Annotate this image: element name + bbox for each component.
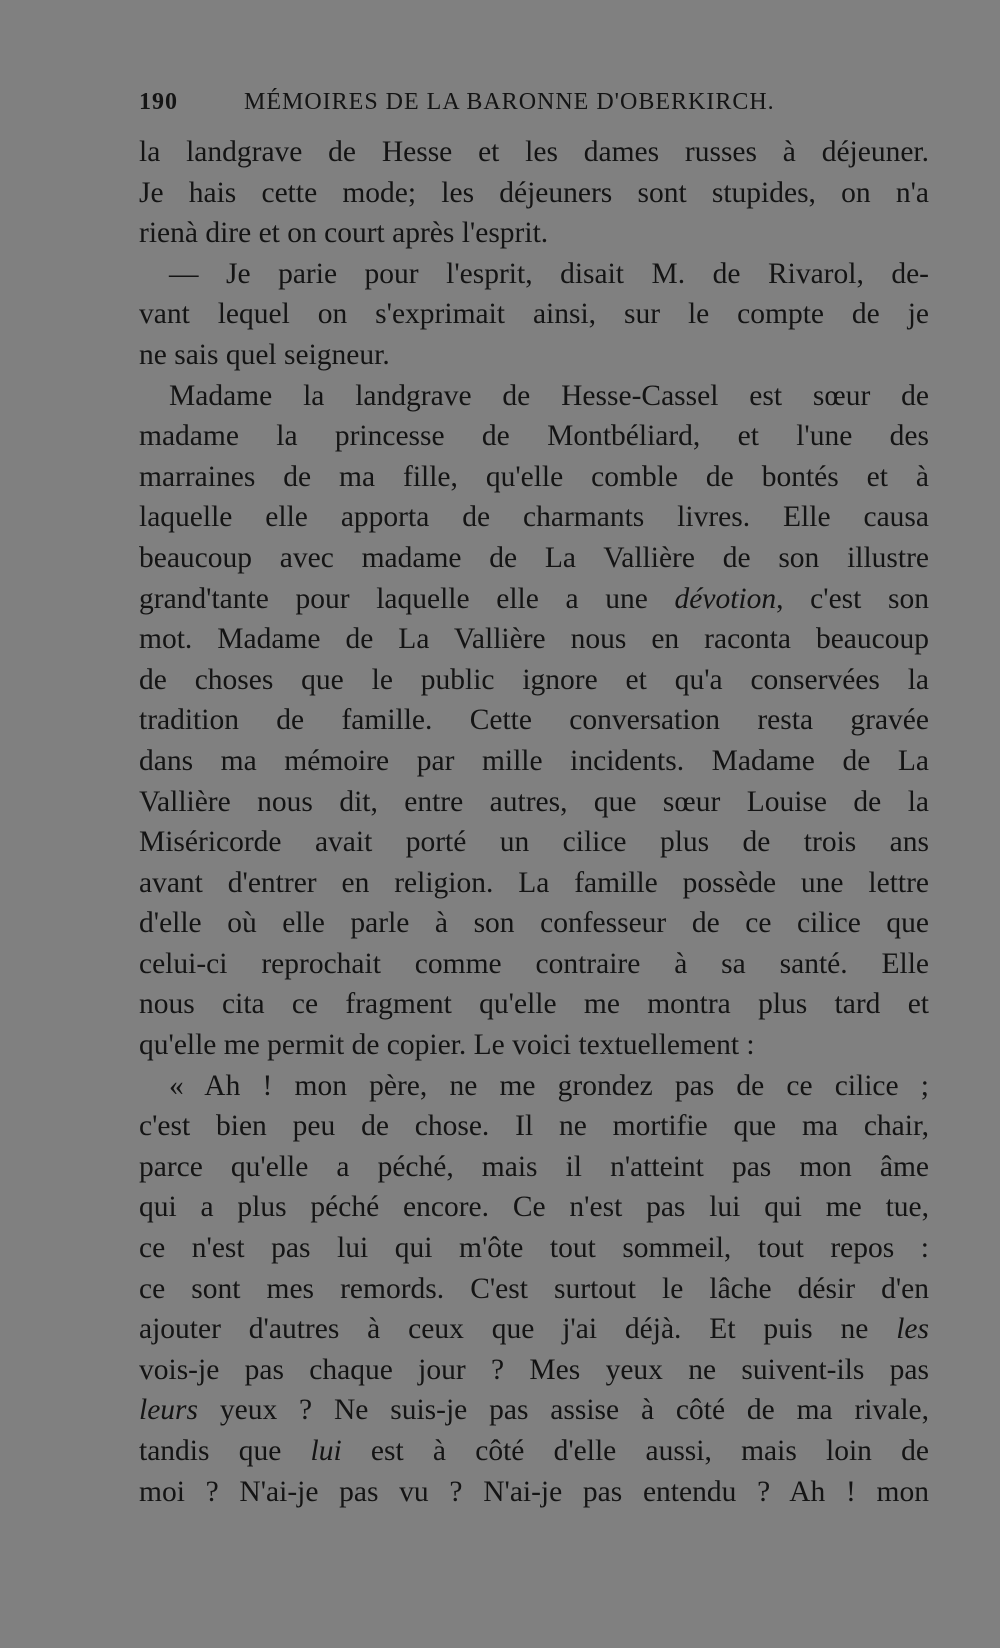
running-title: MÉMOIRES DE LA BARONNE D'OBERKIRCH. <box>244 89 775 115</box>
line-segment: ajouter d'autres à ceux que j'ai déjà. Et puis ne <box>139 1313 897 1346</box>
text-line: tradition de famille. Cette conversation resta gravée <box>139 704 929 737</box>
text-line: beaucoup avec madame de La Vallière de son illustre <box>139 541 929 574</box>
italic-word: lui <box>310 1435 342 1467</box>
text-line: la landgrave de Hesse et les dames russes à déjeuner. <box>139 136 929 168</box>
text-line: parce qu'elle a péché, mais il n'atteint pas mon âme <box>139 1150 929 1183</box>
text-line: vant lequel on s'exprimait ainsi, sur le compte de je <box>139 298 929 331</box>
text-line: rienà dire et on court après l'esprit. <box>139 217 549 250</box>
italic-word: dévotion <box>674 582 777 615</box>
text-line: moi ? N'ai-je pas vu ? N'ai-je pas entendu ? Ah ! mon <box>139 1475 929 1508</box>
page-number: 190 <box>139 89 178 115</box>
text-line: laquelle elle apporta de charmants livres. Elle causa <box>139 501 929 534</box>
text-line: avant d'entrer en religion. La famille possède une lettre <box>139 866 929 899</box>
text-line <box>139 1431 929 1472</box>
text-line: dans ma mémoire par mille incidents. Madame de La <box>139 744 929 777</box>
text-line: ce n'est pas lui qui m'ôte tout sommeil, tout repos : <box>139 1232 929 1265</box>
line-segment: est à côté d'elle aussi, mais loin de <box>341 1435 929 1467</box>
text-line: ne sais quel seigneur. <box>139 338 390 371</box>
line-segment: tandis que <box>139 1435 311 1467</box>
italic-word: les <box>896 1313 929 1346</box>
text-line <box>139 579 929 620</box>
running-head <box>139 82 929 122</box>
text-line: marraines de ma fille, qu'elle comble de bontés et à <box>139 460 929 493</box>
text-line: Vallière nous dit, entre autres, que sœur Louise de la <box>139 785 929 818</box>
italic-word: leurs <box>139 1394 198 1427</box>
text-line: nous cita ce fragment qu'elle me montra plus tard et <box>139 988 929 1021</box>
text-line: « Ah ! mon père, ne me grondez pas de ce cilice ; <box>169 1069 929 1102</box>
text-line: Je hais cette mode; les déjeuners sont stupides, on n'a <box>139 176 929 209</box>
text-line: madame la princesse de Montbéliard, et l'une des <box>139 420 929 453</box>
line-segment: grand'tante pour laquelle elle a une <box>139 582 675 615</box>
text-line: vois-je pas chaque jour ? Mes yeux ne suivent-ils pas <box>139 1353 929 1386</box>
text-line: qui a plus péché encore. Ce n'est pas lui qui me tue, <box>139 1191 929 1224</box>
text-line: Miséricorde avait porté un cilice plus de trois ans <box>139 826 929 859</box>
text-line: qu'elle me permit de copier. Le voici textuellement : <box>139 1029 755 1062</box>
text-line <box>139 1309 929 1350</box>
book-page <box>139 82 929 1512</box>
text-line: celui-ci reprochait comme contraire à sa santé. Elle <box>139 947 929 980</box>
text-line: mot. Madame de La Vallière nous en raconta beaucoup <box>139 623 929 656</box>
line-segment: yeux ? Ne suis-je pas assise à côté de ma rivale, <box>198 1394 929 1427</box>
text-line: ce sont mes remords. C'est surtout le lâche désir d'en <box>139 1272 929 1305</box>
text-line: c'est bien peu de chose. Il ne mortifie que ma chair, <box>139 1110 929 1143</box>
text-body <box>139 132 929 1512</box>
text-line: d'elle où elle parle à son confesseur de ce cilice que <box>139 907 929 940</box>
text-line <box>139 1390 929 1431</box>
text-line: Madame la landgrave de Hesse-Cassel est sœur de <box>169 379 929 412</box>
text-line: — Je parie pour l'esprit, disait M. de Rivarol, de- <box>169 257 929 290</box>
line-segment: , c'est son <box>776 582 929 615</box>
text-line: de choses que le public ignore et qu'a conservées la <box>139 663 929 696</box>
